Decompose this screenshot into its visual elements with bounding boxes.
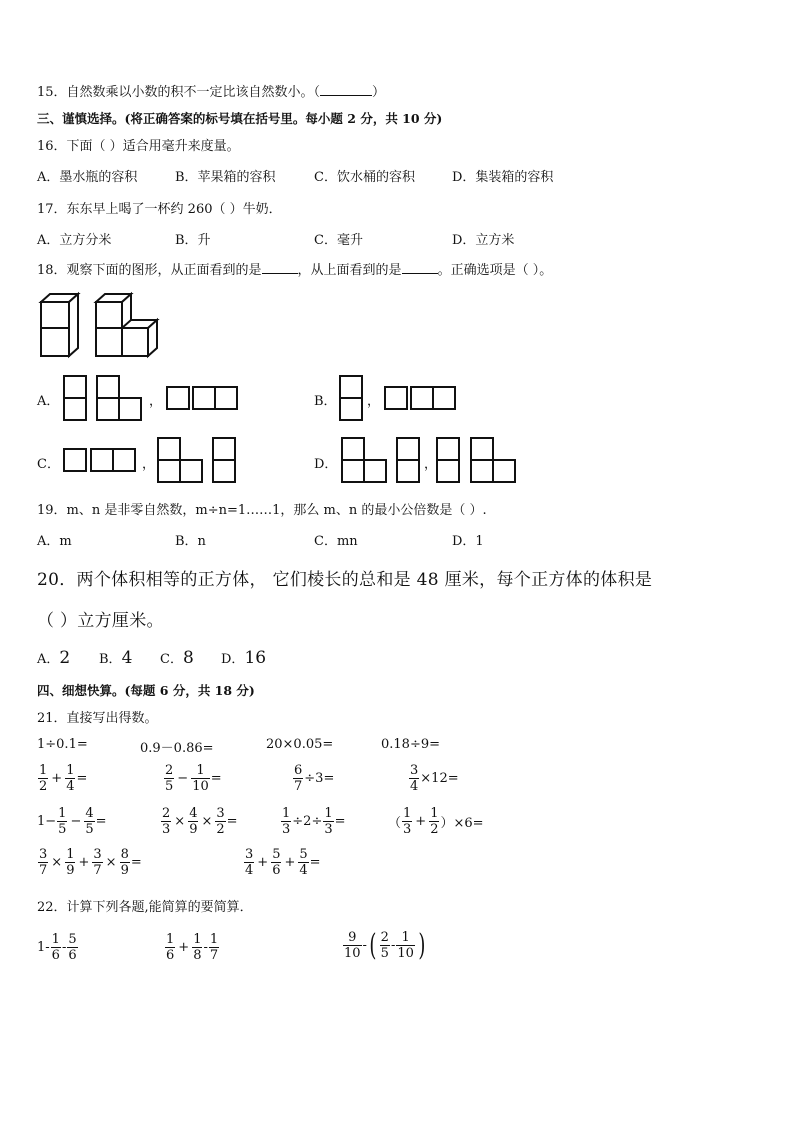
question-22-stem: 22．计算下列各题,能简算的要简算． <box>37 900 253 915</box>
question-21-stem: 21．直接写出得数。 <box>37 711 158 726</box>
fraction: $\frac{1}{5}$ <box>58 806 67 837</box>
answer-blank-top[interactable] <box>402 273 438 274</box>
fraction: $\frac{1}{4}$ <box>66 763 75 794</box>
q20-option-c-label: C． <box>160 652 183 667</box>
q18-option-a-label[interactable]: A． <box>37 394 60 409</box>
question-19-stem: 19．m、n 是非零自然数，m÷n=1……1，那么 m、n 的最小公倍数是（ ）. <box>37 503 487 518</box>
fraction: $\frac{3}{7}$ <box>39 847 48 878</box>
q17-option-b[interactable]: B．升 <box>175 233 211 248</box>
fraction: $\frac{1}{6}$ <box>51 932 60 963</box>
fraction: $\frac{1}{3}$ <box>403 806 412 837</box>
q20-option-c[interactable] <box>160 648 194 668</box>
q21-item-2: 0.9－0.86= <box>140 741 214 756</box>
q21-item-8: $\frac{3}{4}$ ×12= <box>410 763 459 794</box>
q18-option-b-comma: ， <box>367 394 381 409</box>
answer-blank-front[interactable] <box>262 273 298 274</box>
q17-option-a[interactable]: A．立方分米 <box>37 233 112 248</box>
q18-stem-part-2: ，从上面看到的是 <box>297 263 402 278</box>
question-16-stem: 16．下面（ ）适合用毫升来度量。 <box>37 139 240 154</box>
fraction: $\frac{1}{2}$ <box>430 806 439 837</box>
q22-expression-3: $\frac{9}{10}$ - ( $\frac{2}{5}$ - $\frac{1}{10}$ ) <box>344 927 426 963</box>
q18-option-d-comma: ， <box>424 457 438 472</box>
q20-option-b[interactable] <box>99 648 132 668</box>
fraction: $\frac{6}{7}$ <box>294 763 303 794</box>
q21-item-1: 1÷0.1= <box>37 737 88 752</box>
q21-item-12: （ $\frac{1}{3}$ + $\frac{1}{2}$ ）×6= <box>388 806 484 837</box>
fraction: $\frac{2}{5}$ <box>380 930 389 961</box>
q21-item-10: $\frac{2}{3}$ × $\frac{4}{9}$ × $\frac{3}{2}$ = <box>162 806 238 837</box>
question-20-line-1: 20．两个体积相等的正方体， 它们棱长的总和是 48 厘米，每个正方体的体积是 <box>37 570 653 590</box>
question-17-stem: 17．东东早上喝了一杯约 260（ ）牛奶． <box>37 202 282 217</box>
answer-blank[interactable] <box>320 95 372 96</box>
fraction: $\frac{2}{5}$ <box>165 763 174 794</box>
q18-option-c-label[interactable]: C． <box>37 457 60 472</box>
q18-stem-part-3: 。正确选项是（ ）。 <box>437 263 553 278</box>
q18-option-b-label[interactable]: B． <box>314 394 337 409</box>
fraction: $\frac{5}{4}$ <box>299 847 308 878</box>
fraction: $\frac{4}{9}$ <box>189 806 198 837</box>
q19-option-d[interactable]: D．1 <box>452 534 484 549</box>
q22-expression-1: 1- $\frac{1}{6}$ - $\frac{5}{6}$ <box>37 932 77 963</box>
section-3-title: 三、谨慎选择。(将正确答案的标号填在括号里。每小题 2 分，共 10 分) <box>37 111 443 126</box>
q21-item-5: $\frac{1}{2}$ + $\frac{1}{4}$ = <box>39 763 88 794</box>
q20-option-b-value: 4 <box>121 648 133 668</box>
q21-item-11: $\frac{1}{3}$ ÷2÷ $\frac{1}{3}$ = <box>282 806 346 837</box>
fraction: $\frac{1}{7}$ <box>209 932 219 963</box>
cube-stack-figure <box>38 290 164 360</box>
close-paren: ) <box>418 927 426 963</box>
question-15 <box>37 81 385 100</box>
q21-item-9: 1− $\frac{1}{5}$ − $\frac{4}{5}$ = <box>37 806 107 837</box>
fraction: $\frac{9}{10}$ <box>344 930 361 961</box>
fraction: $\frac{2}{3}$ <box>162 806 171 837</box>
q20-option-d-value: 16 <box>244 648 267 668</box>
fraction: $\frac{1}{10}$ <box>397 930 414 961</box>
fraction: $\frac{1}{2}$ <box>39 763 48 794</box>
q20-option-a-label: A． <box>37 652 60 667</box>
question-15-close: ） <box>372 85 386 100</box>
q18-option-c-comma: ， <box>142 457 156 472</box>
fraction: $\frac{1}{6}$ <box>166 932 175 963</box>
q20-option-a[interactable] <box>37 648 70 668</box>
fraction: $\frac{3}{7}$ <box>93 847 102 878</box>
q16-option-b[interactable]: B．苹果箱的容积 <box>175 170 276 185</box>
q18-option-b-views <box>339 375 469 425</box>
q21-item-4: 0.18÷9= <box>381 737 441 752</box>
fraction: $\frac{1}{3}$ <box>324 806 333 837</box>
q21-item-3: 20×0.05= <box>266 737 334 752</box>
fraction: $\frac{5}{6}$ <box>68 932 77 963</box>
fraction: $\frac{1}{8}$ <box>193 932 202 963</box>
q20-option-c-value: 8 <box>182 648 194 668</box>
fraction: $\frac{3}{4}$ <box>245 847 254 878</box>
q17-option-c[interactable]: C．毫升 <box>314 233 363 248</box>
question-15-text: 15．自然数乘以小数的积不一定比该自然数小。（ <box>37 85 321 100</box>
q20-option-d-label: D． <box>221 652 245 667</box>
question-18-stem <box>37 259 552 278</box>
q19-option-a[interactable]: A．m <box>37 534 72 549</box>
q20-option-d[interactable] <box>221 648 266 668</box>
q22-expression-2: $\frac{1}{6}$ + $\frac{1}{8}$ - $\frac{1}{7}$ <box>166 932 219 963</box>
fraction: $\frac{4}{5}$ <box>85 806 94 837</box>
open-paren: ( <box>369 927 377 963</box>
q19-option-c[interactable]: C．mn <box>314 534 358 549</box>
fraction: $\frac{3}{4}$ <box>410 763 419 794</box>
q16-option-a[interactable]: A．墨水瓶的容积 <box>37 170 138 185</box>
fraction: $\frac{1}{3}$ <box>282 806 291 837</box>
fraction: $\frac{1}{9}$ <box>66 847 75 878</box>
q20-option-a-value: 2 <box>59 648 71 668</box>
q21-item-14: $\frac{3}{4}$ + $\frac{5}{6}$ + $\frac{5}{4}$ = <box>245 847 321 878</box>
q17-option-d[interactable]: D．立方米 <box>452 233 515 248</box>
section-4-title: 四、细想快算。(每题 6 分，共 18 分) <box>37 683 255 698</box>
q21-item-13: $\frac{3}{7}$ × $\frac{1}{9}$ + $\frac{3}{7}$ × $\frac{8}{9}$ = <box>39 847 142 878</box>
q18-option-a-comma: ， <box>149 394 163 409</box>
q18-option-d-label[interactable]: D． <box>314 457 338 472</box>
q19-option-b[interactable]: B．n <box>175 534 206 549</box>
q20-option-b-label: B． <box>99 652 122 667</box>
fraction: $\frac{5}{6}$ <box>272 847 281 878</box>
q21-item-7: $\frac{6}{7}$ ÷3= <box>294 763 335 794</box>
q21-item-6: $\frac{2}{5}$ − $\frac{1}{10}$ = <box>165 763 222 794</box>
q16-option-d[interactable]: D．集装箱的容积 <box>452 170 554 185</box>
q16-option-c[interactable]: C．饮水桶的容积 <box>314 170 415 185</box>
q18-stem-part-1: 18．观察下面的图形，从正面看到的是 <box>37 263 262 278</box>
question-20-line-2: （ ）立方厘米。 <box>37 611 164 631</box>
fraction: $\frac{1}{10}$ <box>192 763 209 794</box>
fraction: $\frac{3}{2}$ <box>216 806 225 837</box>
fraction: $\frac{8}{9}$ <box>120 847 129 878</box>
